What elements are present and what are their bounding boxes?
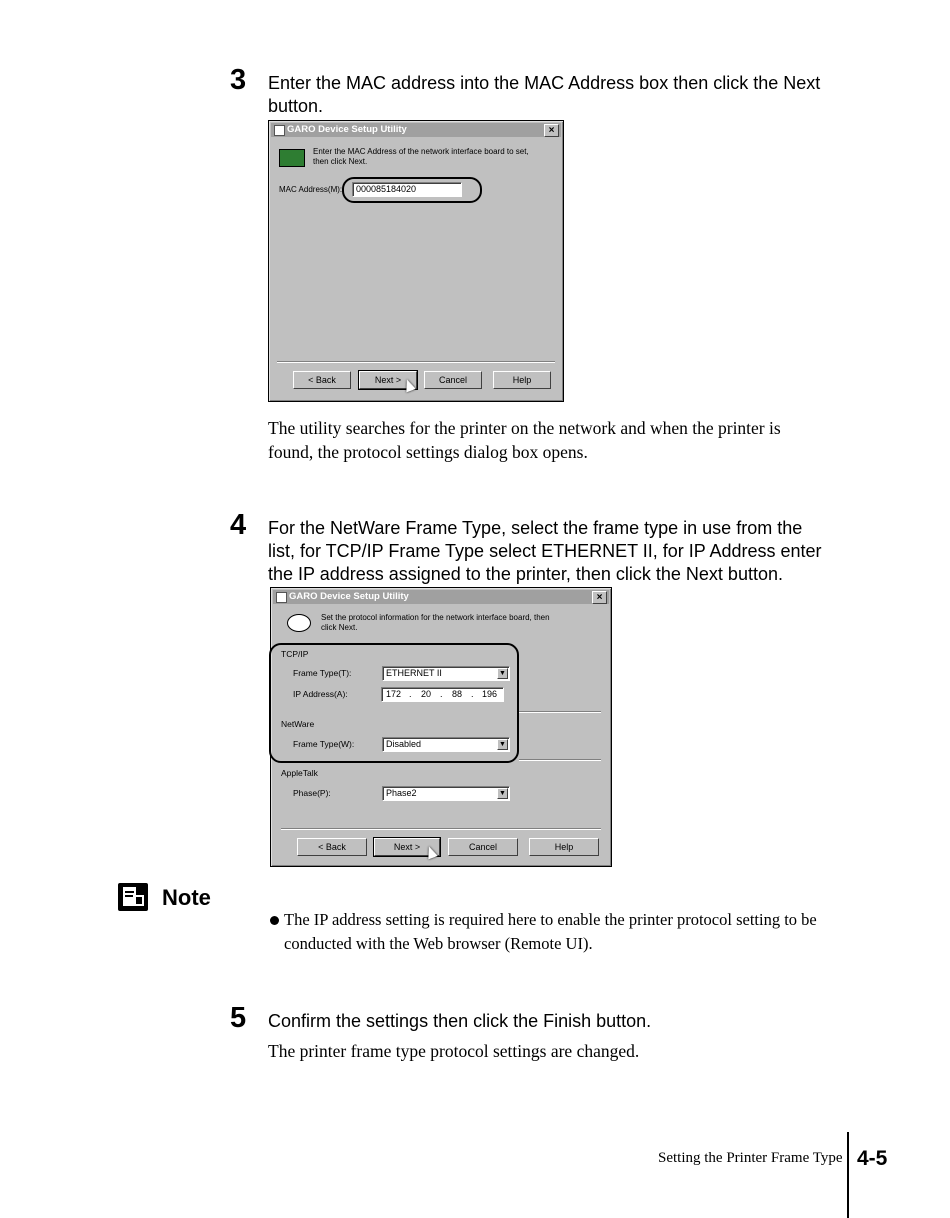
step-4-heading-line-2: list, for TCP/IP Frame Type select ETHERNET II, for IP Address enter (268, 541, 822, 561)
app-icon (274, 125, 285, 136)
group-separator-2 (519, 759, 601, 761)
instruction-line-2: click Next. (321, 623, 358, 632)
tcpip-frame-type-value: ETHERNET II (386, 668, 442, 678)
instruction-line-1: Set the protocol information for the network interface board, then (321, 613, 550, 622)
note-label: Note (162, 885, 211, 910)
step-4-number: 4 (230, 509, 247, 541)
ip-dot-3: . (471, 689, 474, 699)
close-button[interactable]: × (544, 124, 559, 137)
instruction-line-2: then click Next. (313, 157, 368, 166)
back-button[interactable]: < Back (297, 838, 367, 856)
appletalk-group-label: AppleTalk (281, 768, 318, 778)
tcpip-netware-highlight (269, 643, 519, 763)
protocol-settings-dialog (270, 587, 612, 867)
cancel-button[interactable]: Cancel (448, 838, 518, 856)
ip-address-label: IP Address(A): (293, 689, 348, 699)
button-separator (277, 361, 555, 363)
button-separator (281, 828, 601, 830)
phase-label: Phase(P): (293, 788, 331, 798)
ip-octet-2[interactable]: 20 (421, 689, 432, 699)
step-4-heading-line-1: For the NetWare Frame Type, select the frame type in use from the (268, 518, 803, 538)
tcpip-group-label: TCP/IP (281, 649, 309, 659)
instruction-line-1: Enter the MAC Address of the network interface board to set, (313, 147, 529, 156)
back-button[interactable]: < Back (293, 371, 351, 389)
app-icon (276, 592, 287, 603)
ip-octet-1[interactable]: 172 (386, 689, 402, 699)
step-3-number: 3 (230, 64, 247, 96)
step-5-heading: Confirm the settings then click the Finish button. (268, 1011, 652, 1031)
tcpip-frame-type-label: Frame Type(T): (293, 668, 352, 678)
step-4-heading-line-3: the IP address assigned to the printer, then click the Next button. (268, 564, 783, 584)
help-button[interactable]: Help (493, 371, 551, 389)
next-button[interactable]: Next > (359, 371, 417, 389)
ip-octet-4[interactable]: 196 (482, 689, 498, 699)
ip-dot-2: . (440, 689, 443, 699)
phase-select[interactable] (382, 786, 510, 801)
footer-divider (847, 1132, 849, 1218)
chevron-down-icon[interactable]: ▼ (497, 668, 508, 679)
help-button[interactable]: Help (529, 838, 599, 856)
ip-octet-3[interactable]: 88 (452, 689, 463, 699)
note-text-line-2: conducted with the Web browser (Remote UI). (284, 934, 593, 953)
cancel-button[interactable]: Cancel (424, 371, 482, 389)
mac-address-dialog (268, 120, 564, 402)
note-house-shape (133, 895, 144, 906)
dialog-titlebar (273, 590, 609, 604)
ip-dot-1: . (409, 689, 412, 699)
phase-value: Phase2 (386, 788, 417, 798)
mac-address-label: MAC Address(M): (279, 185, 343, 194)
step-5-body: The printer frame type protocol settings are changed. (268, 1041, 640, 1061)
note-line-shape (125, 891, 134, 893)
note-icon (118, 883, 148, 911)
mac-highlight (342, 177, 482, 203)
network-board-icon (279, 149, 305, 167)
dialog-title: GARO Device Setup Utility (289, 591, 409, 602)
note-bullet (270, 916, 279, 925)
close-button[interactable]: × (592, 591, 607, 604)
next-button[interactable]: Next > (374, 838, 440, 856)
group-separator-1 (519, 711, 601, 713)
dialog-title: GARO Device Setup Utility (287, 124, 407, 135)
netware-frame-type-label: Frame Type(W): (293, 739, 355, 749)
speech-bubble-icon (287, 614, 311, 632)
step-3-body: The utility searches for the printer on the network and when the printer is found, the protocol settings dialog box opens. (268, 418, 781, 462)
netware-frame-type-value: Disabled (386, 739, 422, 749)
footer-section-title: Setting the Printer Frame Type (658, 1150, 843, 1166)
step-3-heading: Enter the MAC address into the MAC Address box then click the Next button. (268, 73, 821, 116)
dialog-titlebar (271, 123, 561, 137)
note-text-line-1: The IP address setting is required here to enable the printer protocol setting to be (284, 910, 817, 929)
step-5-number: 5 (230, 1002, 247, 1034)
page-number: 4-5 (857, 1147, 888, 1170)
chevron-down-icon[interactable]: ▼ (497, 788, 508, 799)
netware-group-label: NetWare (281, 719, 315, 729)
mac-address-input[interactable]: 000085184020 (352, 182, 462, 197)
chevron-down-icon[interactable]: ▼ (497, 739, 508, 750)
